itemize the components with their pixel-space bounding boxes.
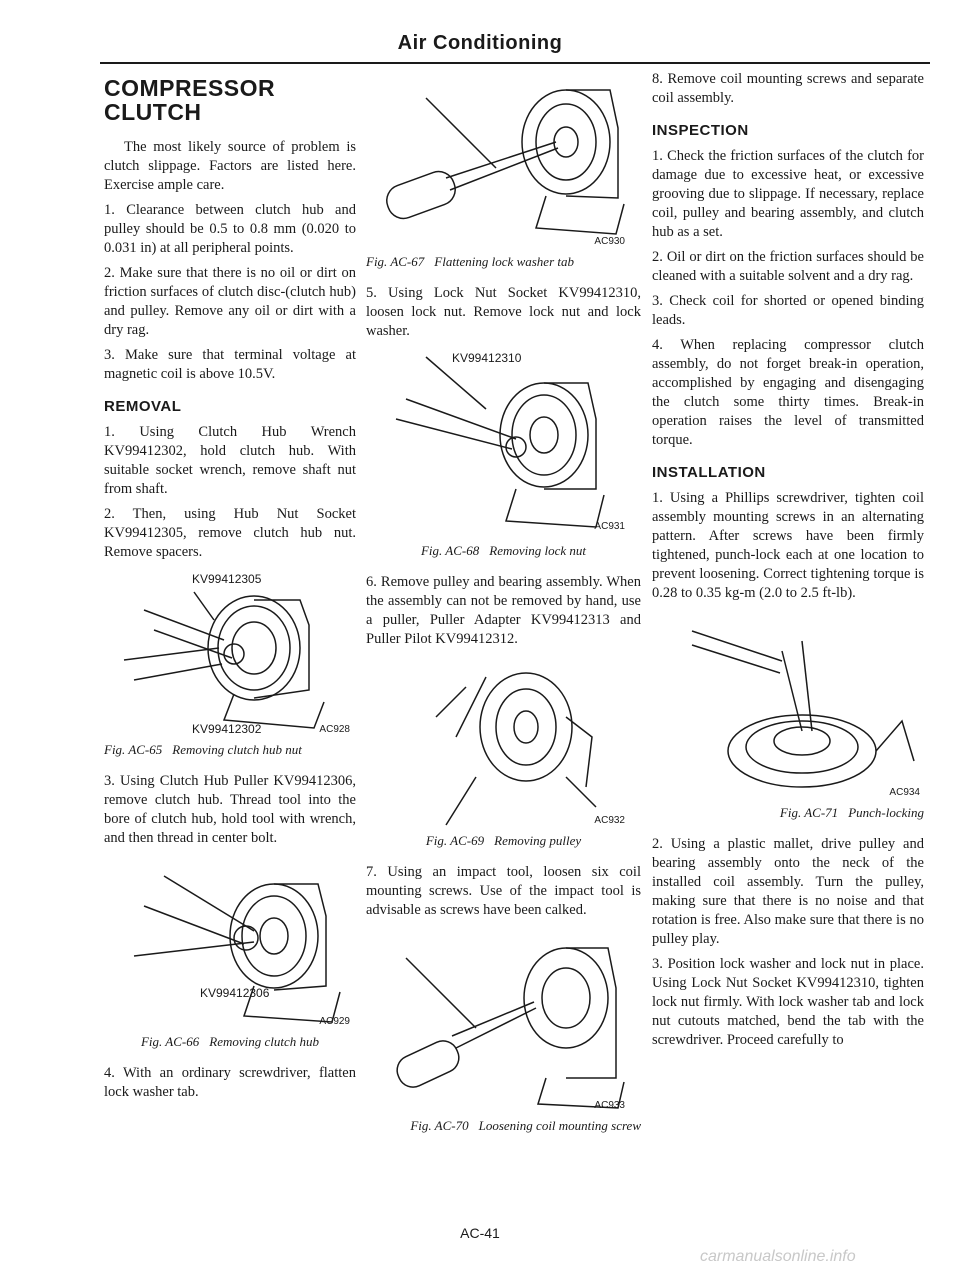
removal-heading: REMOVAL — [104, 398, 182, 415]
illustration-lock-nut-removal — [366, 349, 641, 539]
column-middle — [366, 70, 641, 1148]
figure-ac65 — [104, 570, 356, 738]
section-title: COMPRESSOR CLUTCH — [104, 75, 276, 125]
inspection-step-2: 2. Oil or dirt on the friction surfaces should be cleaned with a suitable solvent and a dry rag. — [652, 249, 924, 284]
watermark: carmanualsonline.info — [700, 1248, 856, 1265]
caption-label: Fig. AC-70 — [410, 1118, 469, 1133]
removal-step-3: 3. Using Clutch Hub Puller KV99412306, remove clutch hub. Thread tool into the bore of clutch hub, hold tool with wrench, and then thread in center bolt. — [104, 773, 356, 846]
point-3: 3. Make sure that terminal voltage at magnetic coil is above 10.5V. — [104, 347, 356, 382]
removal-step-6: 6. Remove pulley and bearing assembly. When the assembly can not be removed by hand, use a puller, Puller Adapter KV99412313 and Puller Pilot KV99412312. — [366, 574, 641, 647]
header-rule — [100, 62, 930, 64]
removal-step-1: 1. Using Clutch Hub Wrench KV99412302, hold clutch hub. With suitable socket wrench, remove shaft nut from shaft. — [104, 424, 356, 497]
caption-ac71 — [652, 805, 924, 821]
inspection-heading: INSPECTION — [652, 122, 749, 139]
figure-code: AC932 — [594, 815, 625, 826]
installation-step-2: 2. Using a plastic mallet, drive pulley and bearing assembly onto the neck of the installed coil assembly. Turn the pulley, making sure that there is no noise and that rotation is free. Also make sure that there is no pulley play. — [652, 836, 924, 947]
installation-step-3: 3. Position lock washer and lock nut in place. Using Lock Nut Socket KV99412310, tighten lock nut firmly. With lock washer tab and lock nut cutouts matched, bend the tab with the screwdriver. Proceed carefully to — [652, 956, 924, 1048]
figure-ac71 — [652, 611, 924, 801]
installation-heading: INSTALLATION — [652, 464, 766, 481]
caption-title: Punch-locking — [848, 805, 924, 820]
removal-step-8: 8. Remove coil mounting screws and separate coil assembly. — [652, 71, 924, 106]
removal-step-2: 2. Then, using Hub Nut Socket KV99412305, remove clutch hub nut. Remove spacers. — [104, 506, 356, 560]
figure-code: AC934 — [889, 787, 920, 798]
caption-title: Loosening coil mounting screw — [478, 1118, 641, 1133]
point-2: 2. Make sure that there is no oil or dirt on friction surfaces of clutch disc-(clutch hub) and pulley. Remove any oil or dirt with a dry rag. — [104, 265, 356, 338]
caption-label: Fig. AC-68 — [420, 543, 480, 558]
illustration-hub-nut-removal — [104, 570, 356, 738]
column-right — [652, 70, 924, 1056]
caption-ac70 — [366, 1118, 641, 1134]
callout-tool-bottom: KV99412302 — [192, 722, 262, 736]
illustration-hub-puller — [104, 856, 356, 1030]
removal-step-4: 4. With an ordinary screwdriver, flatten lock washer tab. — [104, 1065, 356, 1100]
figure-ac68 — [366, 349, 641, 539]
caption-title: Removing lock nut — [489, 543, 586, 558]
illustration-pulley-removal — [366, 657, 641, 829]
page-header-title: Air Conditioning — [397, 32, 563, 54]
callout-tool: KV99412310 — [452, 351, 522, 365]
caption-title: Removing pulley — [494, 833, 582, 848]
caption-label: Fig. AC-65 — [104, 742, 163, 757]
column-left — [104, 70, 356, 1108]
figure-ac69 — [366, 657, 641, 829]
caption-title: Flattening lock washer tab — [434, 254, 574, 269]
figure-ac70 — [366, 928, 641, 1114]
removal-step-7: 7. Using an impact tool, loosen six coil mounting screws. Use of the impact tool is advisable as screws have been calked. — [366, 864, 641, 918]
caption-title: Removing clutch hub — [209, 1034, 319, 1049]
caption-label: Fig. AC-71 — [779, 805, 839, 820]
inspection-step-4: 4. When replacing compressor clutch assembly, do not forget break-in operation, accomplished by engaging and disengaging the clutch some thirty times. Break-in operation raises the level of transmitted torque. — [652, 337, 924, 448]
figure-code: AC928 — [319, 724, 350, 735]
installation-step-1: 1. Using a Phillips screwdriver, tighten coil assembly mounting screws in an alternating pattern. After screws have been firmly tightened, punch-lock each at one location to prevent loosening. Correct tightening torque is 0.28 to 0.35 kg-m (2.0 to 2.5 ft-lb). — [652, 490, 924, 601]
caption-title: Removing clutch hub nut — [172, 742, 302, 757]
caption-ac69 — [366, 833, 641, 849]
caption-label: Fig. AC-67 — [366, 254, 425, 269]
caption-ac68 — [366, 543, 641, 559]
illustration-coil-screw — [366, 928, 641, 1114]
inspection-step-1: 1. Check the friction surfaces of the clutch for damage due to excessive heat, or excessive grooving due to slippage. If necessary, replace coil, pulley and bearing assembly, and clutch hub as a set. — [652, 148, 924, 240]
inspection-step-3: 3. Check coil for shorted or opened binding leads. — [652, 293, 924, 328]
figure-code: AC931 — [594, 521, 625, 532]
removal-step-5: 5. Using Lock Nut Socket KV99412310, loosen lock nut. Remove lock nut and lock washer. — [366, 285, 641, 339]
figure-code: AC929 — [319, 1016, 350, 1027]
caption-label: Fig. AC-69 — [425, 833, 485, 848]
caption-ac66 — [104, 1034, 356, 1050]
figure-code: AC930 — [594, 236, 625, 247]
figure-ac66 — [104, 856, 356, 1030]
figure-ac67 — [366, 78, 641, 250]
caption-ac67 — [366, 254, 641, 270]
callout-tool: KV99412306 — [200, 986, 270, 1000]
illustration-punch-locking — [652, 611, 924, 801]
intro-paragraph: The most likely source of problem is clutch slippage. Factors are listed here. Exercise ample care. — [104, 139, 356, 193]
point-1: 1. Clearance between clutch hub and pulley should be 0.5 to 0.8 mm (0.020 to 0.031 in) at all peripheral points. — [104, 202, 356, 256]
illustration-flatten-washer — [366, 78, 641, 250]
figure-code: AC933 — [594, 1100, 625, 1111]
caption-label: Fig. AC-66 — [140, 1034, 200, 1049]
page-number: AC-41 — [460, 1225, 500, 1241]
caption-ac65 — [104, 742, 356, 758]
callout-tool-top: KV99412305 — [192, 572, 262, 586]
